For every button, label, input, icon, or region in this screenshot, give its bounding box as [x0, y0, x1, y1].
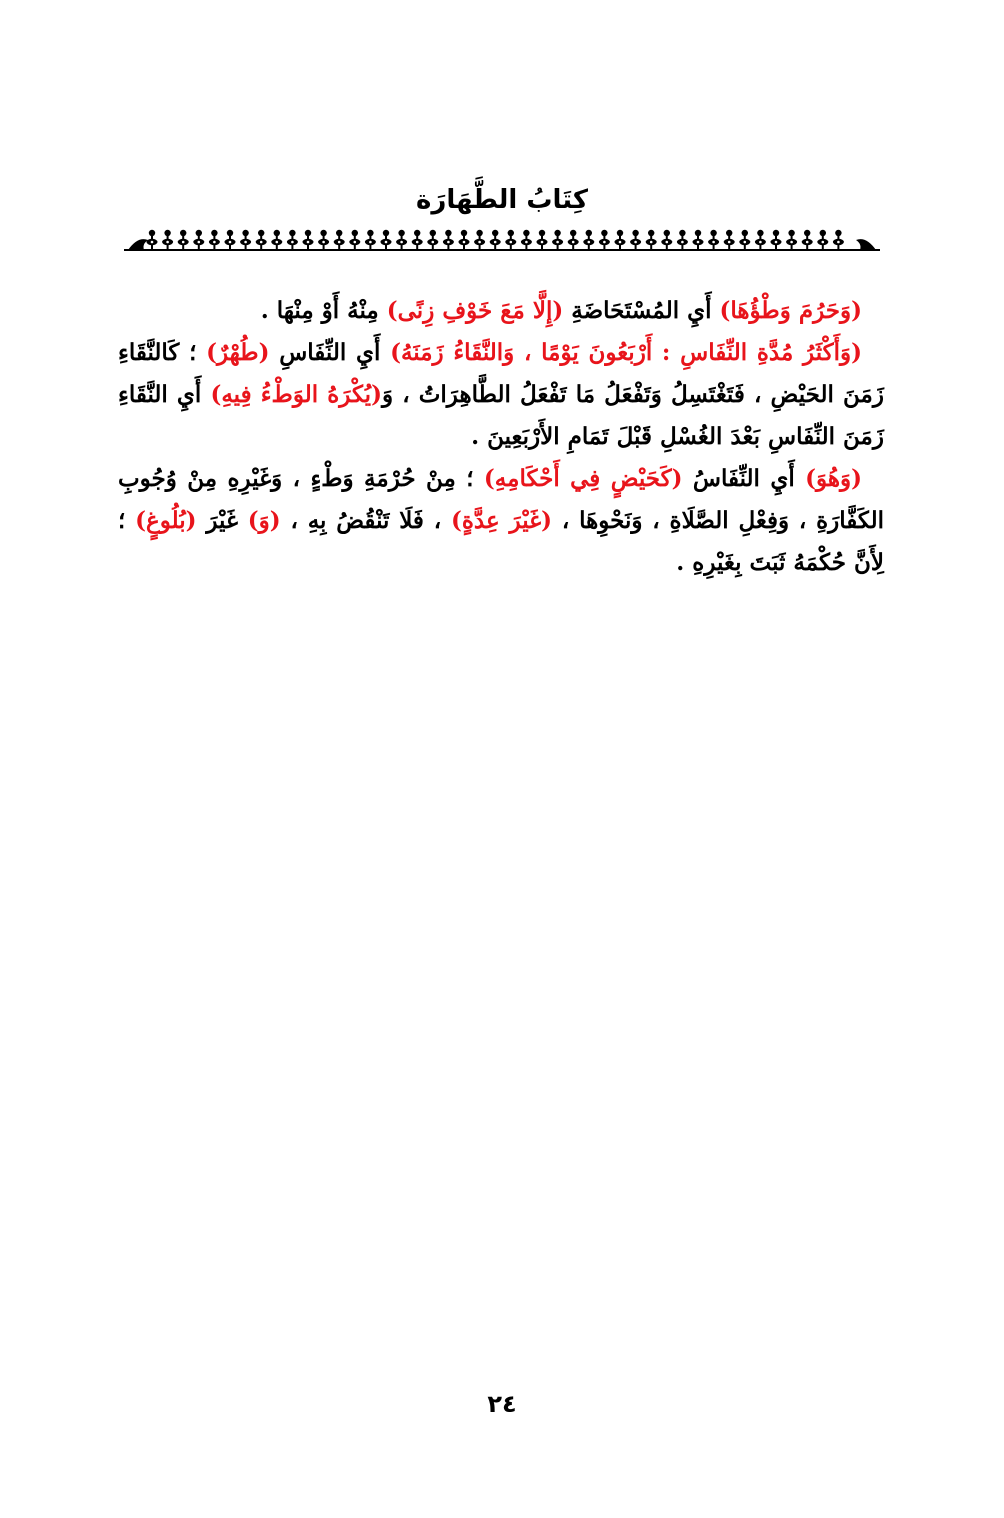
- commentary-text: غَيْرَ: [196, 507, 248, 534]
- ornament-motif: [303, 230, 314, 250]
- ornament-motif: [162, 230, 173, 250]
- highlighted-text: (كَحَيْضٍ فِي أَحْكَامِهِ): [483, 465, 683, 492]
- ornament-motif: [256, 230, 267, 250]
- commentary-text: أَيِ النَّقَاءِ زَمَنَ النِّفَاسِ بَعْدَ الغُسْلِ قَبْلَ تَمَامِ الأَرْبَعِينَ .: [118, 381, 884, 450]
- paragraph: [118, 458, 884, 584]
- commentary-text: ؛ كَالنَّقَاءِ زَمَنَ الحَيْضِ ، فَتَغْتَسِلُ وَتَفْعَلُ مَا تَفْعَلُ الطَّاهِرَاتُ ، وَ: [118, 339, 884, 408]
- ornament-motif: [209, 230, 220, 250]
- ornament-motif: [193, 230, 204, 250]
- ornament-motif: [771, 230, 782, 250]
- ornament-motif: [443, 230, 454, 250]
- ornament-motif: [178, 230, 189, 250]
- highlighted-text: (وَهُوَ): [805, 465, 862, 492]
- commentary-text: أَيِ المُسْتَحَاضَةِ: [563, 297, 720, 324]
- ornament-motif: [412, 230, 423, 250]
- commentary-text: ، فَلَا تَنْقُضُ بِهِ ،: [280, 507, 451, 534]
- body-text: [118, 290, 884, 584]
- highlighted-text: (غَيْرَ عِدَّةٍ): [450, 507, 553, 534]
- commentary-text: ؛ لِأَنَّ حُكْمَهُ ثَبَتَ بِغَيْرِهِ .: [118, 507, 884, 576]
- page-number: ٢٤: [487, 1390, 517, 1418]
- ornament-motif: [225, 230, 236, 250]
- ornament-motif: [615, 230, 626, 250]
- ornament-motif: [271, 230, 282, 250]
- ornament-motif: [583, 230, 594, 250]
- ornament-motif: [396, 230, 407, 250]
- highlighted-text: (وَ): [247, 507, 281, 534]
- ornament-motif: [459, 230, 470, 250]
- ornament-motif: [739, 230, 750, 250]
- ornament-motif: [365, 230, 376, 250]
- ornament-motif: [521, 230, 532, 250]
- ornament-motif: [708, 230, 719, 250]
- ornament-motif: [661, 230, 672, 250]
- ornament-motif: [552, 230, 563, 250]
- ornament-motif: [646, 230, 657, 250]
- ornament-motif: [677, 230, 688, 250]
- ornament-motif: [381, 230, 392, 250]
- ornament-motif: [240, 230, 251, 250]
- ornament-cap-left: [128, 239, 148, 250]
- book-title: كِتَابُ الطَّهَارَة: [416, 185, 588, 215]
- paragraph: [118, 290, 884, 332]
- commentary-text: ؛ مِنْ حُرْمَةِ وَطْءٍ ، وَغَيْرِهِ مِنْ وُجُوبِ الكَفَّارَةِ ، وَفِعْلِ الصَّلَاةِ ، وَنَحْوِهَا ،: [118, 465, 884, 534]
- ornament-motif: [817, 230, 828, 250]
- ornament-motif: [755, 230, 766, 250]
- commentary-text: مِنْهُ أَوْ مِنْهَا .: [260, 297, 387, 324]
- ornament-motif: [427, 230, 438, 250]
- ornament-motif: [318, 230, 329, 250]
- ornament-motif: [802, 230, 813, 250]
- highlighted-text: (وَأَكْثَرُ مُدَّةِ النِّفَاسِ : أَرْبَعُونَ يَوْمًا ، وَالنَّقَاءُ زَمَنَهُ): [390, 339, 862, 366]
- ornament-motif: [724, 230, 735, 250]
- ornament-motif: [833, 230, 844, 250]
- ornament-motif: [474, 230, 485, 250]
- highlighted-text: (إِلَّا مَعَ خَوْفِ زِنًى): [386, 297, 564, 324]
- ornament-border: [120, 226, 884, 254]
- ornament-motif: [490, 230, 501, 250]
- ornament-cap-right: [856, 239, 876, 250]
- ornament-motif: [349, 230, 360, 250]
- ornament-motif: [599, 230, 610, 250]
- commentary-text: أَيِ النِّفَاسِ: [269, 339, 391, 366]
- page-header: [120, 182, 884, 218]
- highlighted-text: (وَحَرُمَ وَطْؤُهَا): [719, 297, 862, 324]
- highlighted-text: (طُهْرٌ): [206, 339, 270, 366]
- ornament-motif: [505, 230, 516, 250]
- ornament-motif: [568, 230, 579, 250]
- highlighted-text: (بُلُوغٍ): [135, 507, 197, 534]
- highlighted-text: (يُكْرَهُ الوَطْءُ فِيهِ): [210, 381, 382, 408]
- ornament-motif: [786, 230, 797, 250]
- ornament-motif: [693, 230, 704, 250]
- ornament-motif: [287, 230, 298, 250]
- commentary-text: أَيِ النِّفَاسُ: [682, 465, 806, 492]
- ornament-motif: [334, 230, 345, 250]
- ornament-motif: [537, 230, 548, 250]
- ornament-motif: [630, 230, 641, 250]
- paragraph: [118, 332, 884, 458]
- ornament-border-graphic: [120, 226, 884, 254]
- ornament-motif: [147, 230, 158, 250]
